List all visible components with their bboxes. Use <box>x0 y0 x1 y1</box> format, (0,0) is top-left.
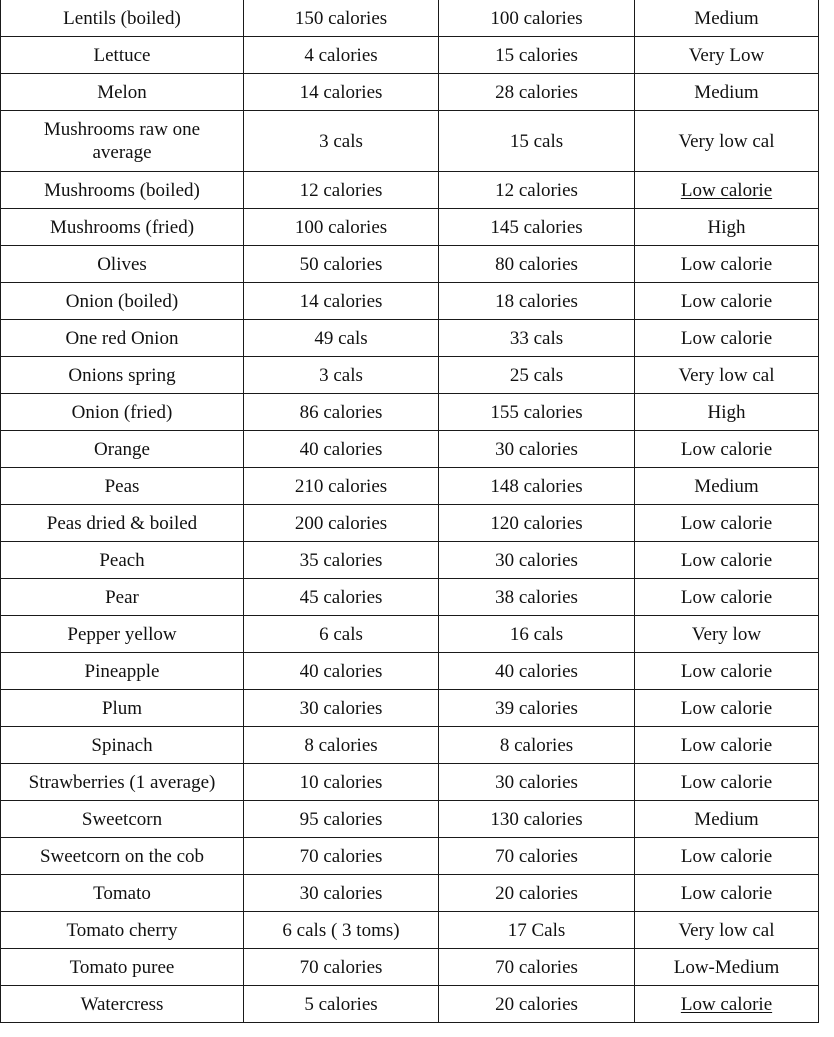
table-row <box>1 616 819 653</box>
food-name-cell: Onion (fried) <box>1 394 244 431</box>
calories-cell: 16 cals <box>439 616 635 653</box>
food-name-cell: Mushrooms (boiled) <box>1 172 244 209</box>
table-row <box>1 838 819 875</box>
calories-cell: 38 calories <box>439 579 635 616</box>
rating-text: Low calorie <box>680 179 773 201</box>
calories-cell: 20 calories <box>439 986 635 1023</box>
rating-cell: Low calorie <box>635 283 819 320</box>
food-name-cell: One red Onion <box>1 320 244 357</box>
calories-cell: 4 calories <box>244 37 439 74</box>
table-row <box>1 505 819 542</box>
table-row <box>1 764 819 801</box>
rating-cell: Very low <box>635 616 819 653</box>
food-name-cell: Lettuce <box>1 37 244 74</box>
calories-cell: 30 calories <box>439 764 635 801</box>
table-row <box>1 801 819 838</box>
calories-cell: 39 calories <box>439 690 635 727</box>
food-name-cell: Tomato puree <box>1 949 244 986</box>
food-name-cell: Olives <box>1 246 244 283</box>
calories-cell: 25 cals <box>439 357 635 394</box>
calories-cell: 130 calories <box>439 801 635 838</box>
table-row <box>1 394 819 431</box>
calories-cell: 8 calories <box>439 727 635 764</box>
calories-cell: 30 calories <box>439 431 635 468</box>
rating-cell: Low calorie <box>635 727 819 764</box>
food-name-cell: Onion (boiled) <box>1 283 244 320</box>
table-row <box>1 283 819 320</box>
calories-cell: 6 cals ( 3 toms) <box>244 912 439 949</box>
table-row <box>1 431 819 468</box>
rating-cell: Low calorie <box>635 246 819 283</box>
table-row <box>1 542 819 579</box>
food-name-cell: Orange <box>1 431 244 468</box>
calories-cell: 3 cals <box>244 357 439 394</box>
table-row <box>1 320 819 357</box>
calories-cell: 35 calories <box>244 542 439 579</box>
food-name-cell: Strawberries (1 average) <box>1 764 244 801</box>
food-name-cell: Tomato <box>1 875 244 912</box>
calories-cell: 40 calories <box>244 653 439 690</box>
rating-cell: Medium <box>635 801 819 838</box>
food-name-cell: Peach <box>1 542 244 579</box>
food-name-cell: Peas <box>1 468 244 505</box>
calories-cell: 5 calories <box>244 986 439 1023</box>
rating-cell: Low calorie <box>635 431 819 468</box>
calories-cell: 100 calories <box>244 209 439 246</box>
calories-cell: 80 calories <box>439 246 635 283</box>
calories-cell: 30 calories <box>244 690 439 727</box>
calories-cell: 40 calories <box>244 431 439 468</box>
table-row <box>1 690 819 727</box>
calories-cell: 95 calories <box>244 801 439 838</box>
calories-cell: 14 calories <box>244 283 439 320</box>
rating-cell <box>635 172 819 209</box>
calories-cell: 15 calories <box>439 37 635 74</box>
table-row <box>1 111 819 172</box>
rating-cell: High <box>635 209 819 246</box>
calories-cell: 120 calories <box>439 505 635 542</box>
table-row <box>1 653 819 690</box>
calories-cell: 86 calories <box>244 394 439 431</box>
calories-cell: 145 calories <box>439 209 635 246</box>
calories-cell: 210 calories <box>244 468 439 505</box>
food-name-cell: Tomato cherry <box>1 912 244 949</box>
food-name-cell: Lentils (boiled) <box>1 0 244 37</box>
food-name-cell: Mushrooms raw one average <box>1 111 244 172</box>
rating-cell: Very low cal <box>635 912 819 949</box>
calories-cell: 70 calories <box>439 838 635 875</box>
calories-cell: 45 calories <box>244 579 439 616</box>
calories-cell: 70 calories <box>439 949 635 986</box>
table-row <box>1 875 819 912</box>
rating-cell: Low calorie <box>635 320 819 357</box>
calories-cell: 200 calories <box>244 505 439 542</box>
rating-cell <box>635 986 819 1023</box>
calories-cell: 70 calories <box>244 949 439 986</box>
table-row <box>1 986 819 1023</box>
calories-cell: 3 cals <box>244 111 439 172</box>
table-row <box>1 37 819 74</box>
rating-cell: Low calorie <box>635 653 819 690</box>
table-row <box>1 74 819 111</box>
table-row <box>1 357 819 394</box>
calories-cell: 14 calories <box>244 74 439 111</box>
food-name-cell: Sweetcorn <box>1 801 244 838</box>
food-name-cell: Plum <box>1 690 244 727</box>
calories-cell: 148 calories <box>439 468 635 505</box>
food-name-cell: Pear <box>1 579 244 616</box>
food-name-cell: Sweetcorn on the cob <box>1 838 244 875</box>
rating-cell: Very Low <box>635 37 819 74</box>
rating-cell: Medium <box>635 468 819 505</box>
calories-cell: 28 calories <box>439 74 635 111</box>
food-name-cell: Onions spring <box>1 357 244 394</box>
calories-cell: 6 cals <box>244 616 439 653</box>
calories-cell: 8 calories <box>244 727 439 764</box>
rating-cell: Medium <box>635 74 819 111</box>
rating-cell: Low calorie <box>635 838 819 875</box>
food-name-cell: Mushrooms (fried) <box>1 209 244 246</box>
calories-cell: 17 Cals <box>439 912 635 949</box>
rating-cell: Low-Medium <box>635 949 819 986</box>
table-row <box>1 172 819 209</box>
table-row <box>1 246 819 283</box>
food-name-cell: Pineapple <box>1 653 244 690</box>
rating-cell: Low calorie <box>635 579 819 616</box>
rating-cell: Very low cal <box>635 111 819 172</box>
table-row <box>1 949 819 986</box>
calories-cell: 20 calories <box>439 875 635 912</box>
calories-cell: 50 calories <box>244 246 439 283</box>
calories-cell: 49 cals <box>244 320 439 357</box>
food-name-cell: Peas dried & boiled <box>1 505 244 542</box>
table-row <box>1 468 819 505</box>
rating-cell: Medium <box>635 0 819 37</box>
table-row <box>1 209 819 246</box>
table-row <box>1 912 819 949</box>
calories-cell: 12 calories <box>244 172 439 209</box>
table-row <box>1 579 819 616</box>
calories-cell: 100 calories <box>439 0 635 37</box>
rating-cell: Low calorie <box>635 875 819 912</box>
rating-cell: Low calorie <box>635 505 819 542</box>
calories-cell: 40 calories <box>439 653 635 690</box>
food-name-cell: Pepper yellow <box>1 616 244 653</box>
food-name-cell: Spinach <box>1 727 244 764</box>
rating-text: Low calorie <box>680 993 773 1015</box>
calories-cell: 33 cals <box>439 320 635 357</box>
calories-cell: 18 calories <box>439 283 635 320</box>
calories-cell: 30 calories <box>439 542 635 579</box>
calories-cell: 70 calories <box>244 838 439 875</box>
rating-cell: Low calorie <box>635 764 819 801</box>
calories-cell: 12 calories <box>439 172 635 209</box>
rating-cell: Very low cal <box>635 357 819 394</box>
calories-cell: 15 cals <box>439 111 635 172</box>
calories-cell: 150 calories <box>244 0 439 37</box>
table-row <box>1 0 819 37</box>
rating-cell: High <box>635 394 819 431</box>
calories-cell: 30 calories <box>244 875 439 912</box>
calories-cell: 155 calories <box>439 394 635 431</box>
food-name-cell: Watercress <box>1 986 244 1023</box>
rating-cell: Low calorie <box>635 542 819 579</box>
table-row <box>1 727 819 764</box>
food-name-cell: Melon <box>1 74 244 111</box>
rating-cell: Low calorie <box>635 690 819 727</box>
calories-cell: 10 calories <box>244 764 439 801</box>
